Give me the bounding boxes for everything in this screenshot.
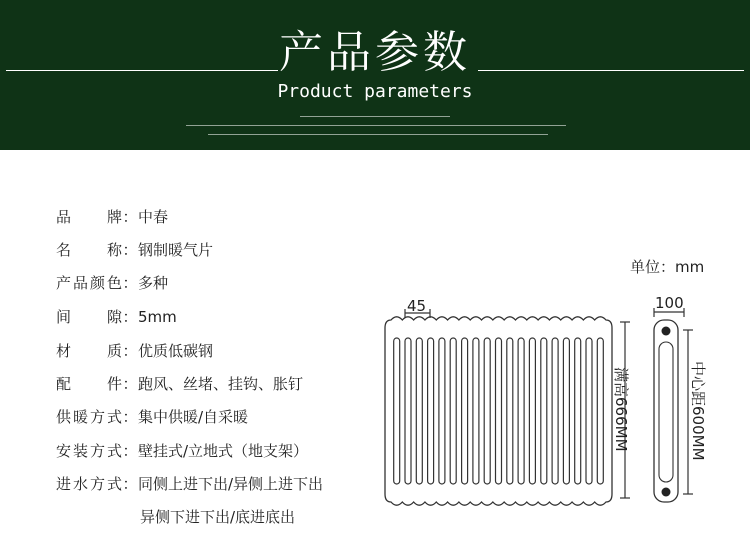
height-label: 满高666MM xyxy=(612,367,630,452)
spec-label: 间隙 xyxy=(56,308,122,326)
spec-colon: ： xyxy=(122,274,138,292)
radiator-column xyxy=(405,338,411,484)
unit-label: 单位：mm xyxy=(630,258,705,276)
radiator-column xyxy=(529,338,535,484)
radiator-column xyxy=(507,338,513,484)
radiator-column xyxy=(473,338,479,484)
spec-value: 多种 xyxy=(138,274,169,292)
radiator-front-outline xyxy=(385,317,612,505)
radiator-column xyxy=(462,338,468,484)
spec-continuation: 异侧下进下出/底进底出 xyxy=(140,508,296,526)
radiator-column xyxy=(597,338,603,484)
spec-label: 安装方式 xyxy=(56,442,122,460)
radiator-side-view xyxy=(654,320,678,502)
spec-label: 材质 xyxy=(56,342,122,360)
radiator-column xyxy=(575,338,581,484)
bottom-outlet-port xyxy=(662,488,671,497)
width-label: 45 xyxy=(407,297,427,315)
spec-colon: ： xyxy=(122,475,138,493)
center-distance-label: 中心距600MM xyxy=(689,361,707,461)
radiator-column xyxy=(394,338,400,484)
side-view-inner-channel xyxy=(659,342,673,482)
spec-value: 集中供暖/自采暖 xyxy=(138,408,249,426)
spec-value: 同侧上进下出/异侧上进下出 xyxy=(138,475,324,493)
spec-colon: ： xyxy=(122,241,138,259)
radiator-column xyxy=(416,338,422,484)
spec-colon: ： xyxy=(122,308,138,326)
radiator-column xyxy=(563,338,569,484)
radiator-column xyxy=(450,338,456,484)
spec-label: 供暖方式 xyxy=(56,408,122,426)
spec-label: 配件 xyxy=(56,375,122,393)
spec-value: 中春 xyxy=(138,208,169,226)
spec-value: 壁挂式/立地式（地支架） xyxy=(138,442,309,460)
spec-colon: ： xyxy=(122,342,138,360)
depth-label: 100 xyxy=(655,294,684,312)
page-title: 产品参数 xyxy=(279,27,471,78)
spec-value: 优质低碳钢 xyxy=(138,342,214,360)
spec-colon: ： xyxy=(122,208,138,226)
spec-label: 进水方式 xyxy=(56,475,122,493)
top-inlet-port xyxy=(662,327,671,336)
radiator-columns xyxy=(394,338,604,484)
spec-label: 名称 xyxy=(56,241,122,259)
spec-colon: ： xyxy=(122,408,138,426)
spec-label: 产品颜色 xyxy=(56,274,122,292)
spec-colon: ： xyxy=(122,375,138,393)
radiator-column xyxy=(496,338,502,484)
spec-value: 钢制暖气片 xyxy=(138,241,214,259)
radiator-column xyxy=(541,338,547,484)
radiator-column xyxy=(552,338,558,484)
radiator-column xyxy=(428,338,434,484)
spec-colon: ： xyxy=(122,442,138,460)
spec-value: 跑风、丝堵、挂钩、胀钉 xyxy=(138,375,304,393)
page-subtitle: Product parameters xyxy=(277,81,473,102)
radiator-column xyxy=(518,338,524,484)
spec-label: 品牌 xyxy=(56,208,122,226)
radiator-column xyxy=(484,338,490,484)
side-view-outline xyxy=(654,320,678,502)
dimension-lines xyxy=(405,308,693,498)
spec-value: 5mm xyxy=(138,308,177,326)
radiator-column xyxy=(439,338,445,484)
radiator-column xyxy=(586,338,592,484)
